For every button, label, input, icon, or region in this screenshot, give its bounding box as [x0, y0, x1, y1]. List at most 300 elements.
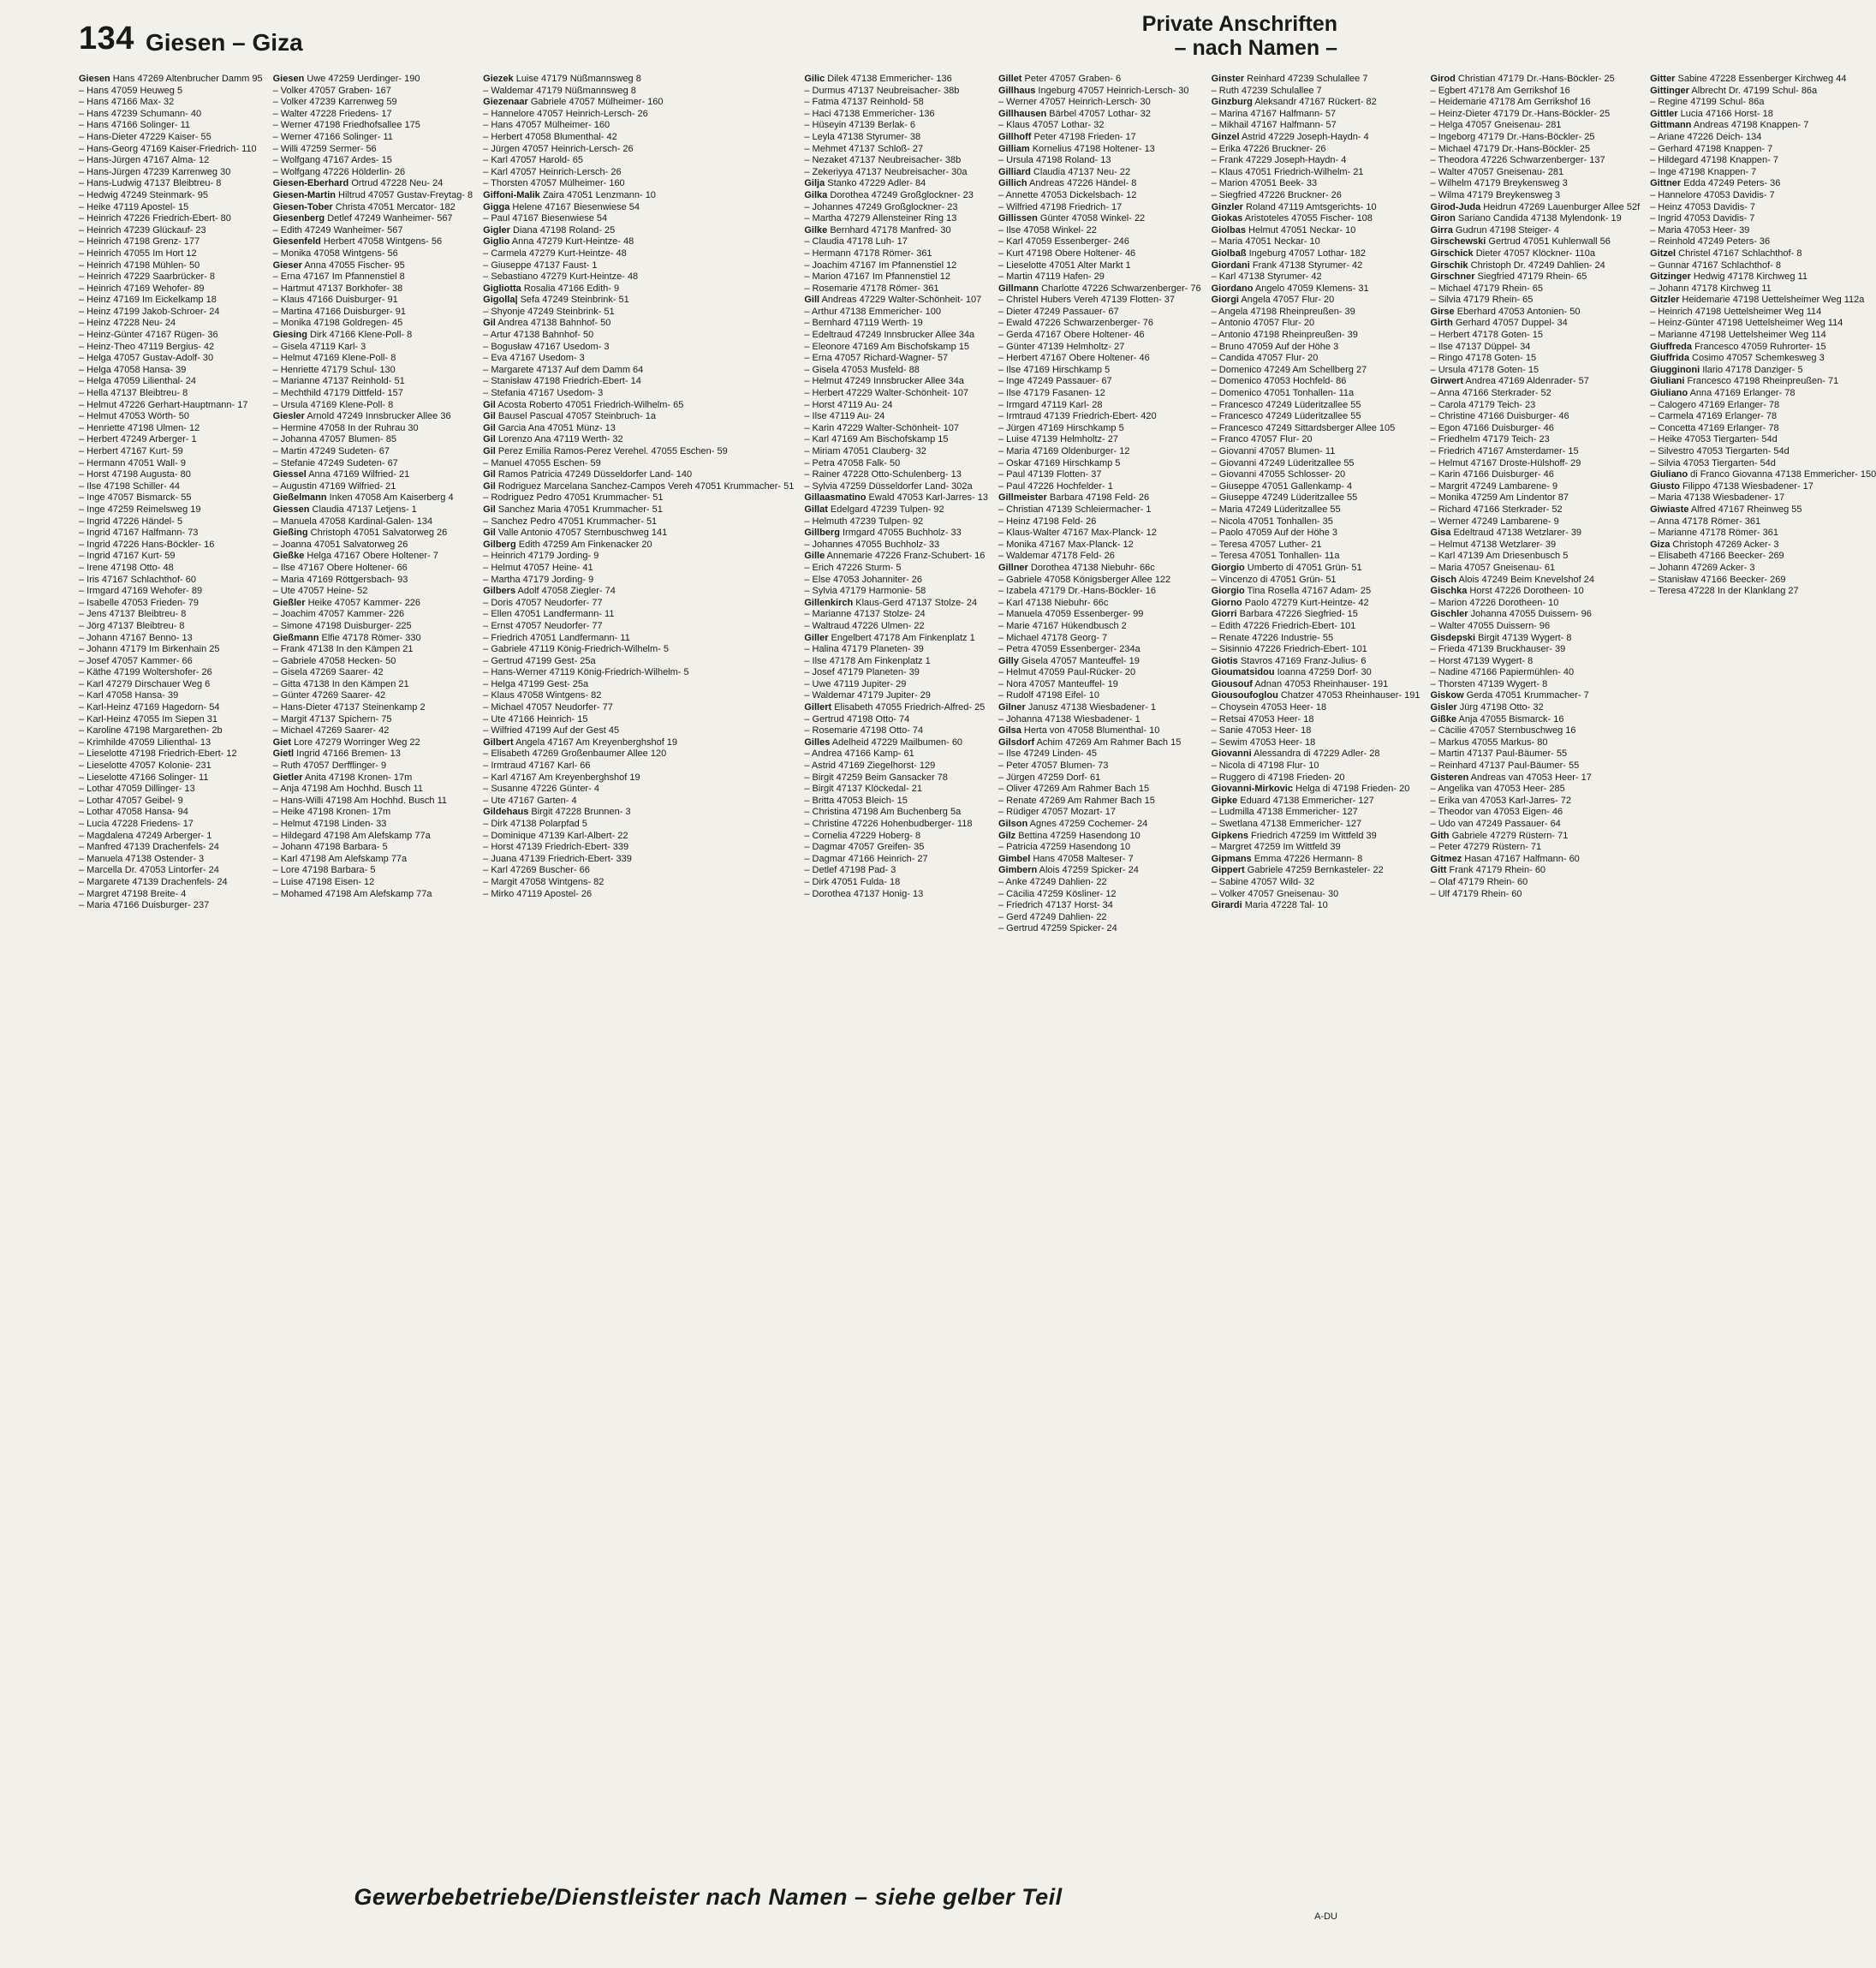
- directory-entry: – Jürgen 47057 Heinrich-Lersch- 26: [483, 143, 634, 154]
- directory-entry: – Herbert 47249 Arberger- 1: [79, 434, 197, 445]
- directory-entry: – Margarete 47137 Auf dem Damm 64: [483, 364, 644, 375]
- directory-entry: – Maria 47057 Gneisenau- 61: [1430, 562, 1556, 573]
- directory-entry: – Günter 47269 Saarer- 42: [272, 690, 386, 701]
- directory-entry: Giorno Paolo 47279 Kurt-Heintze- 42: [1211, 597, 1369, 608]
- directory-entry: – Marianne 47137 Reinhold- 51: [272, 376, 405, 387]
- directory-entry: – Markus 47055 Markus- 80: [1430, 737, 1548, 748]
- directory-entry: – Francesco 47249 Lüderitzallee 55: [1211, 411, 1361, 422]
- directory-entry: – Helga 47057 Gustav-Adolf- 30: [79, 353, 214, 364]
- directory-entry: – Karl 47057 Heinrich-Lersch- 26: [483, 166, 622, 177]
- directory-entry: – Wolfgang 47167 Ardes- 15: [272, 155, 392, 166]
- directory-entry: Giet Lore 47279 Worringer Weg 22: [272, 737, 420, 748]
- directory-entry: – Ingrid 47053 Davidis- 7: [1650, 213, 1755, 224]
- directory-entry: – Hans-Jürgen 47239 Karrenweg 30: [79, 166, 231, 177]
- directory-entry: – Karl 47279 Dirschauer Weg 6: [79, 678, 211, 689]
- directory-entry: Gischler Johanna 47055 Duissern- 96: [1430, 609, 1592, 620]
- directory-entry: Gil Lorenzo Ana 47119 Werth- 32: [483, 434, 623, 445]
- directory-entry: – Michael 47179 Dr.-Hans-Böckler- 25: [1430, 143, 1591, 154]
- directory-entry: – Joachim 47167 Im Pfannenstiel 12: [804, 259, 957, 271]
- directory-entry: – Karl 47198 Am Alefskamp 77a: [272, 853, 408, 864]
- directory-entry: – Marcella Dr. 47053 Lintorfer- 24: [79, 865, 219, 876]
- directory-entry: Gilja Stanko 47229 Adler- 84: [804, 178, 926, 189]
- directory-entry: – Sewim 47053 Heer- 18: [1211, 737, 1316, 748]
- directory-entry: – Martha 47179 Jording- 9: [483, 574, 594, 585]
- directory-entry: – Thorsten 47057 Mülheimer- 160: [483, 178, 625, 189]
- directory-entry: Gilly Gisela 47057 Manteuffel- 19: [998, 655, 1140, 666]
- directory-entry: Giordano Angelo 47059 Klemens- 31: [1211, 283, 1369, 294]
- directory-entry: – Bernhard 47119 Werth- 19: [804, 318, 923, 329]
- directory-entry: Ginzburg Aleksandr 47167 Rückert- 82: [1211, 97, 1377, 108]
- directory-entry: – Josef 47057 Kammer- 66: [79, 655, 193, 666]
- directory-entry: Gil Acosta Roberto 47051 Friedrich-Wilhelm- 65: [483, 399, 684, 410]
- directory-entry: – Stefania 47167 Usedom- 3: [483, 388, 604, 399]
- directory-entry: – Hans 47166 Solinger- 11: [79, 120, 191, 131]
- directory-entry: – Gisela 47269 Saarer- 42: [272, 667, 384, 678]
- directory-entry: – Egbert 47178 Am Gerrikshof 16: [1430, 85, 1570, 96]
- directory-entry: – Johannes 47249 Großglockner- 23: [804, 201, 958, 212]
- directory-entry: Girschewski Gertrud 47051 Kuhlenwall 56: [1430, 236, 1611, 247]
- directory-entry: Giskow Gerda 47051 Krummacher- 7: [1430, 690, 1589, 701]
- directory-entry: – Heinrich 47169 Wehofer- 89: [79, 283, 205, 294]
- directory-entry: – Karoline 47198 Margarethen- 2b: [79, 725, 223, 737]
- directory-entry: Giesen Hans 47269 Altenbrucher Damm 95: [79, 74, 263, 84]
- directory-entry: – Karl 47167 Am Kreyenberghshof 19: [483, 772, 640, 783]
- directory-entry: Gilka Dorothea 47249 Großglockner- 23: [804, 189, 974, 200]
- directory-entry: – Wolfgang 47226 Hölderlin- 26: [272, 166, 406, 177]
- directory-entry: – Helmut 47249 Innsbrucker Allee 34a: [804, 376, 964, 387]
- directory-entry: – Choysein 47053 Heer- 18: [1211, 702, 1327, 713]
- directory-entry: – Gerhard 47198 Knappen- 7: [1650, 143, 1773, 154]
- directory-entry: – Gisela 47119 Karl- 3: [272, 341, 366, 352]
- directory-entry: Gipke Eduard 47138 Emmericher- 127: [1211, 795, 1374, 806]
- directory-entry: – Calogero 47169 Erlanger- 78: [1650, 399, 1780, 410]
- directory-column: [273, 74, 473, 1879]
- directory-entry: – Ilse 47178 Am Finkenplatz 1: [804, 655, 931, 666]
- directory-entry: – Rodriguez Pedro 47051 Krummacher- 51: [483, 492, 664, 504]
- directory-entry: Giokas Aristoteles 47055 Fischer- 108: [1211, 213, 1373, 224]
- directory-entry: Giezenaar Gabriele 47057 Mülheimer- 160: [483, 97, 664, 108]
- directory-entry: – Giuseppe 47137 Faust- 1: [483, 259, 598, 271]
- directory-entry: – Johannes 47055 Buchholz- 33: [804, 539, 940, 550]
- directory-entry: – Paolo 47059 Auf der Höhe 3: [1211, 528, 1337, 539]
- directory-entry: – Heinrich 47055 Im Hort 12: [79, 247, 197, 259]
- directory-entry: Gilbers Adolf 47058 Ziegler- 74: [483, 586, 616, 597]
- page-footer: [79, 1884, 1337, 1927]
- directory-entry: – Antonio 47198 Rheinpreußen- 39: [1211, 330, 1358, 341]
- directory-entry: – Carola 47179 Teich- 23: [1430, 399, 1536, 410]
- directory-entry: – Ilse 47249 Linden- 45: [998, 748, 1097, 760]
- directory-entry: – Jens 47137 Bleibtreu- 8: [79, 609, 187, 620]
- directory-entry: – Maria 47053 Heer- 39: [1650, 224, 1750, 236]
- directory-entry: – Waldemar 47179 Nüßmannsweg 8: [483, 85, 636, 96]
- directory-entry: – Arthur 47138 Emmericher- 100: [804, 306, 941, 317]
- directory-entry: Girod Christian 47179 Dr.-Hans-Böckler- 25: [1430, 74, 1615, 84]
- directory-entry: – Friedrich 47051 Landfermann- 11: [483, 632, 630, 643]
- directory-entry: – Ute 47167 Garten- 4: [483, 795, 577, 806]
- directory-entry: – Marianne 47198 Uettelsheimer Weg 114: [1650, 330, 1826, 341]
- directory-entry: – Johann 47179 Im Birkenhain 25: [79, 644, 220, 655]
- directory-entry: Girschik Christoph Dr. 47249 Dahlien- 24: [1430, 259, 1605, 271]
- directory-entry: Gittmann Andreas 47198 Knappen- 7: [1650, 120, 1809, 131]
- directory-entry: – Wilhelm 47179 Breykensweg 3: [1430, 178, 1568, 189]
- directory-entry: – Heinz-Theo 47119 Bergius- 42: [79, 341, 215, 352]
- directory-entry: – Margret 47259 Im Wittfeld 39: [1211, 842, 1341, 853]
- directory-entry: Giovanni Alessandra di 47229 Adler- 28: [1211, 748, 1380, 760]
- directory-entry: Giuffreda Francesco 47059 Ruhrorter- 15: [1650, 341, 1826, 352]
- directory-entry: – Klaus 47058 Wintgens- 82: [483, 690, 602, 701]
- directory-entry: Giovanni-Mirkovic Helga di 47198 Frieden- 20: [1211, 784, 1410, 795]
- directory-entry: – Christina 47198 Am Buchenberg 5a: [804, 807, 962, 818]
- directory-entry: – Ringo 47178 Goten- 15: [1430, 353, 1537, 364]
- directory-entry: – Lore 47198 Barbara- 5: [272, 865, 376, 876]
- directory-entry: – Ingrid 47226 Händel- 5: [79, 516, 183, 527]
- directory-entry: – Franco 47057 Flur- 20: [1211, 434, 1313, 445]
- directory-entry: – Gertrud 47198 Otto- 74: [804, 713, 910, 725]
- directory-entry: Girardi Maria 47228 Tal- 10: [1211, 900, 1328, 911]
- directory-entry: – Paul 47167 Biesenwiese 54: [483, 213, 608, 224]
- directory-entry: – Anke 47249 Dahlien- 22: [998, 876, 1107, 887]
- directory-entry: Giorgi Angela 47057 Flur- 20: [1211, 295, 1335, 306]
- directory-entry: Gilsdorf Achim 47269 Am Rahmer Bach 15: [998, 737, 1182, 748]
- directory-entry: Gisler Jürg 47198 Otto- 32: [1430, 702, 1544, 713]
- directory-entry: – Joachim 47057 Kammer- 226: [272, 609, 405, 620]
- directory-entry: – Martin 47137 Paul-Bäumer- 55: [1430, 748, 1568, 760]
- directory-entry: Giesen Uwe 47259 Uerdinger- 190: [272, 74, 420, 84]
- directory-entry: Gith Gabriele 47279 Rüstern- 71: [1430, 830, 1569, 841]
- directory-entry: – Inge 47198 Knappen- 7: [1650, 166, 1757, 177]
- directory-entry: Gipkens Friedrich 47259 Im Wittfeld 39: [1211, 830, 1377, 841]
- directory-entry: – Ute 47057 Heine- 52: [272, 586, 368, 597]
- directory-entry: Gisdepski Birgit 47139 Wygert- 8: [1430, 632, 1572, 643]
- directory-entry: Giesenberg Detlef 47249 Wanheimer- 567: [272, 213, 453, 224]
- directory-entry: – Ursula 47198 Roland- 13: [998, 155, 1111, 166]
- directory-entry: – Irmgard 47169 Wehofer- 89: [79, 586, 203, 597]
- directory-entry: – Krimhilde 47059 Lilienthal- 13: [79, 737, 211, 748]
- directory-entry: – Stanisław 47166 Beecker- 269: [1650, 574, 1786, 585]
- directory-entry: Gittinger Albrecht Dr. 47199 Schul- 86a: [1650, 85, 1818, 96]
- directory-entry: – Augustin 47169 Wilfried- 21: [272, 480, 396, 492]
- directory-entry: – Jürgen 47169 Hirschkamp 5: [998, 422, 1124, 433]
- directory-entry: Gisteren Andreas van 47053 Heer- 17: [1430, 772, 1592, 783]
- directory-entry: – Marianne 47178 Römer- 361: [1650, 528, 1778, 539]
- directory-entry: – Elisabeth 47166 Beecker- 269: [1650, 551, 1784, 562]
- directory-entry: Giolbas Helmut 47051 Neckar- 10: [1211, 224, 1356, 236]
- directory-entry: – Ellen 47051 Landfermann- 11: [483, 609, 615, 620]
- directory-entry: Gittner Edda 47249 Peters- 36: [1650, 178, 1781, 189]
- directory-entry: Gil Ramos Patricia 47249 Düsseldorfer Land- 140: [483, 469, 693, 480]
- directory-entry: – Lieselotte 47166 Solinger- 11: [79, 772, 209, 783]
- directory-entry: – Horst 47119 Au- 24: [804, 399, 893, 410]
- directory-entry: – Irmtraud 47167 Karl- 66: [483, 760, 591, 772]
- directory-entry: – Helmut 47169 Klene-Poll- 8: [272, 353, 396, 364]
- directory-entry: Gilic Dilek 47138 Emmericher- 136: [804, 74, 952, 84]
- directory-entry: – Helmut 47167 Droste-Hülshoff- 29: [1430, 457, 1581, 468]
- directory-entry: – Hildegard 47198 Knappen- 7: [1650, 155, 1778, 166]
- directory-entry: – Hans-Ludwig 47137 Bleibtreu- 8: [79, 178, 222, 189]
- directory-entry: – Walter 47057 Gneisenau- 281: [1430, 166, 1564, 177]
- directory-entry: – Heike 47119 Apostel- 15: [79, 201, 189, 212]
- directory-entry: – Eva 47167 Usedom- 3: [483, 353, 585, 364]
- directory-entry: Gil Bausel Pascual 47057 Steinbruch- 1a: [483, 411, 656, 422]
- directory-entry: – Maria 47166 Duisburger- 237: [79, 900, 210, 911]
- directory-entry: Giron Sariano Candida 47138 Mylendonk- 19: [1430, 213, 1622, 224]
- directory-entry: Giordani Frank 47138 Styrumer- 42: [1211, 259, 1363, 271]
- directory-entry: Gill Andreas 47229 Walter-Schönheit- 107: [804, 295, 982, 306]
- directory-entry: – Rudolf 47198 Eifel- 10: [998, 690, 1099, 701]
- directory-entry: – Regine 47199 Schul- 86a: [1650, 97, 1765, 108]
- directory-column: [1431, 74, 1641, 1879]
- directory-entry: – Hans-Werner 47119 König-Friedrich-Wilhelm- 5: [483, 667, 689, 678]
- directory-entry: – Hermann 47051 Wall- 9: [79, 457, 186, 468]
- directory-entry: – Karl-Heinz 47055 Im Siepen 31: [79, 713, 218, 725]
- directory-entry: – Karl 47059 Essenberger- 246: [998, 236, 1129, 247]
- directory-entry: – Volker 47057 Graben- 167: [272, 85, 391, 96]
- directory-entry: Giffoni-Malik Zaira 47051 Lenzmann- 10: [483, 189, 656, 200]
- directory-entry: – Sebastiano 47279 Kurt-Heintze- 48: [483, 271, 639, 283]
- directory-entry: – Marion 47051 Beek- 33: [1211, 178, 1318, 189]
- directory-entry: – Friedrich 47167 Amsterdamer- 15: [1430, 446, 1579, 456]
- directory-entry: – Erika van 47053 Karl-Jarres- 72: [1430, 795, 1571, 806]
- directory-entry: – Bogusław 47167 Usedom- 3: [483, 341, 610, 352]
- directory-entry: – Hans-Dieter 47229 Kaiser- 55: [79, 131, 211, 142]
- directory-entry: – Jörg 47137 Bleibtreu- 8: [79, 620, 185, 631]
- directory-entry: – Hedwig 47249 Steinmark- 95: [79, 189, 209, 200]
- directory-entry: Gilbert Angela 47167 Am Kreyenberghshof 19: [483, 737, 678, 748]
- directory-entry: Gilner Janusz 47138 Wiesbadener- 1: [998, 702, 1157, 713]
- directory-entry: Gillenkirch Klaus-Gerd 47137 Stolze- 24: [804, 597, 978, 608]
- directory-entry: – Marianne 47137 Stolze- 24: [804, 609, 926, 620]
- directory-entry: – Helmut 47053 Wörth- 50: [79, 411, 190, 422]
- directory-entry: – Hüseyin 47139 Berlak- 6: [804, 120, 915, 131]
- directory-entry: Gisa Edeltraud 47138 Wetzlarer- 39: [1430, 528, 1582, 539]
- directory-entry: Giuliano Anna 47169 Erlanger- 78: [1650, 388, 1796, 399]
- directory-entry: – Werner 47249 Lambarene- 9: [1430, 516, 1559, 527]
- directory-entry: – Edith 47249 Wanheimer- 567: [272, 224, 403, 236]
- directory-entry: – Eleonore 47169 Am Bischofskamp 15: [804, 341, 969, 352]
- directory-entry: – Fatma 47137 Reinhold- 58: [804, 97, 924, 108]
- directory-entry: Giousouf Adnan 47053 Rheinhauser- 191: [1211, 678, 1389, 689]
- directory-entry: – Ilse 47167 Obere Holtener- 66: [272, 562, 408, 573]
- directory-entry: – Hans-Dieter 47137 Steinenkamp 2: [272, 702, 426, 713]
- directory-entry: – Helga 47059 Lilienthal- 24: [79, 376, 196, 387]
- directory-entry: – Irmgard 47119 Karl- 28: [998, 399, 1103, 410]
- directory-entry: – Francesco 47249 Lüderitzallee 55: [1211, 399, 1361, 410]
- directory-entry: – Oliver 47269 Am Rahmer Bach 15: [998, 784, 1150, 795]
- directory-entry: – Werner 47198 Friedhofsallee 175: [272, 120, 420, 131]
- directory-entry: Gioumatsidou Ioanna 47259 Dorf- 30: [1211, 667, 1372, 678]
- directory-entry: – Horst 47139 Wygert- 8: [1430, 655, 1534, 666]
- directory-entry: – Monika 47058 Wintgens- 56: [272, 247, 398, 259]
- directory-column: [79, 74, 263, 1879]
- directory-entry: – Ingrid 47226 Hans-Böckler- 16: [79, 539, 215, 550]
- directory-entry: – Heinrich 47198 Grenz- 177: [79, 236, 200, 247]
- directory-entry: – Hans 47057 Mülheimer- 160: [483, 120, 610, 131]
- directory-entry: – Herbert 47178 Goten- 15: [1430, 330, 1544, 341]
- directory-column: [1212, 74, 1420, 1879]
- directory-entry: – Teresa 47057 Luther- 21: [1211, 539, 1322, 550]
- directory-entry: Giusto Filippo 47138 Wiesbadener- 17: [1650, 480, 1813, 492]
- directory-entry: Gillhausen Bärbel 47057 Lothar- 32: [998, 108, 1151, 119]
- directory-entry: – Helmut 47059 Paul-Rücker- 20: [998, 667, 1136, 678]
- directory-entry: – Petra 47059 Essenberger- 234a: [998, 644, 1140, 655]
- directory-entry: – Dominique 47139 Karl-Albert- 22: [483, 830, 628, 841]
- page-header: [79, 12, 1337, 69]
- directory-entry: – Martin 47249 Sudeten- 67: [272, 446, 390, 456]
- directory-entry: – Richard 47166 Sterkrader- 52: [1430, 504, 1563, 515]
- directory-entry: – Erna 47057 Richard-Wagner- 57: [804, 353, 949, 364]
- directory-entry: Gilke Bernhard 47178 Manfred- 30: [804, 224, 951, 236]
- directory-entry: – Anna 47166 Sterkrader- 52: [1430, 388, 1551, 399]
- directory-entry: – Heinz-Dieter 47179 Dr.-Hans-Böckler- 25: [1430, 108, 1611, 119]
- directory-entry: – Leyla 47138 Styrumer- 38: [804, 131, 921, 142]
- directory-entry: Gillmann Charlotte 47226 Schwarzenberger- 76: [998, 283, 1201, 294]
- directory-entry: – Angela 47198 Rheinpreußen- 39: [1211, 306, 1355, 317]
- directory-entry: – Gabriele 47119 König-Friedrich-Wilhelm- 5: [483, 644, 670, 655]
- directory-entry: Gießke Helga 47167 Obere Holtener- 7: [272, 551, 438, 562]
- directory-entry: – Ingrid 47167 Kurt- 59: [79, 551, 176, 562]
- directory-entry: – Miriam 47051 Clauberg- 32: [804, 446, 926, 456]
- directory-entry: Gischka Horst 47226 Dorotheen- 10: [1430, 586, 1584, 597]
- directory-entry: – Michael 47269 Saarer- 42: [272, 725, 390, 737]
- directory-entry: Giza Christoph 47269 Acker- 3: [1650, 539, 1779, 550]
- directory-entry: – Heinz-Günter 47167 Rügen- 36: [79, 330, 218, 341]
- directory-entry: – Hella 47137 Bleibtreu- 8: [79, 388, 188, 399]
- directory-entry: – Claudia 47178 Luh- 17: [804, 236, 908, 247]
- directory-entry: Gilson Agnes 47259 Cochemer- 24: [998, 819, 1148, 829]
- directory-entry: – Sanie 47053 Heer- 18: [1211, 725, 1312, 737]
- directory-entry: – Paul 47226 Hochfelder- 1: [998, 480, 1113, 492]
- directory-entry: – Nicola di 47198 Flur- 10: [1211, 760, 1319, 772]
- directory-entry: – Klaus 47057 Lothar- 32: [998, 120, 1105, 131]
- directory-entry: – Manuela 47138 Ostender- 3: [79, 853, 205, 864]
- directory-entry: – Heinrich 47198 Uettelsheimer Weg 114: [1650, 306, 1822, 317]
- directory-entry: – Heinrich 47229 Saarbrücker- 8: [79, 271, 215, 283]
- directory-entry: – Iris 47167 Schlachthof- 60: [79, 574, 196, 585]
- directory-entry: – Domenico 47053 Hochfeld- 86: [1211, 376, 1347, 387]
- directory-entry: – Walter 47055 Duissern- 96: [1430, 620, 1551, 631]
- directory-entry: Gillhoff Peter 47198 Frieden- 17: [998, 131, 1136, 142]
- directory-entry: – Heinz 47053 Davidis- 7: [1650, 201, 1756, 212]
- directory-entry: – Mikhail 47167 Halfmann- 57: [1211, 120, 1337, 131]
- directory-entry: – Frank 47138 In den Kämpen 21: [272, 644, 414, 655]
- directory-entry: – Carmela 47169 Erlanger- 78: [1650, 411, 1778, 422]
- directory-entry: – Monika 47259 Am Lindentor 87: [1430, 492, 1569, 504]
- directory-entry: – Ursula 47178 Goten- 15: [1430, 364, 1540, 375]
- directory-entry: Giorgio Umberto di 47051 Grün- 51: [1211, 562, 1362, 573]
- directory-entry: – Marion 47226 Dorotheen- 10: [1430, 597, 1559, 608]
- directory-entry: – Hans-Georg 47169 Kaiser-Friedrich- 110: [79, 143, 257, 154]
- directory-entry: – Johanna 47138 Wiesbadener- 1: [998, 713, 1140, 725]
- directory-entry: – Egon 47166 Duisburger- 46: [1430, 422, 1554, 433]
- directory-entry: Girschner Siegfried 47179 Rhein- 65: [1430, 271, 1587, 283]
- directory-entry: – Rosemarie 47198 Otto- 74: [804, 725, 924, 737]
- directory-entry: – Marie 47167 Hükendbusch 2: [998, 620, 1127, 631]
- directory-entry: Girod-Juda Heidrun 47269 Lauenburger Allee 52f: [1430, 201, 1641, 212]
- directory-entry: – Willi 47259 Sermer- 56: [272, 143, 377, 154]
- directory-entry: Girra Gudrun 47198 Steiger- 4: [1430, 224, 1559, 236]
- directory-entry: Gillaasmatino Ewald 47053 Karl-Jarres- 13: [804, 492, 988, 504]
- directory-entry: – Teresa 47228 In der Klanklang 27: [1650, 586, 1799, 597]
- directory-entry: – Joanna 47051 Salvatorweg 26: [272, 539, 408, 550]
- directory-entry: – Renate 47226 Industrie- 55: [1211, 632, 1334, 643]
- directory-entry: – Domenico 47051 Tonhallen- 11a: [1211, 388, 1355, 399]
- directory-entry: Gitzler Heidemarie 47198 Uettelsheimer Weg 112a: [1650, 295, 1865, 306]
- directory-entry: – Lothar 47058 Hansa- 94: [79, 807, 188, 818]
- directory-entry: – Horst 47139 Friedrich-Ebert- 339: [483, 842, 629, 853]
- directory-entry: – Stanisław 47198 Friedrich-Ebert- 14: [483, 376, 641, 387]
- directory-entry: – Uwe 47119 Jupiter- 29: [804, 678, 907, 689]
- directory-entry: – Karl-Heinz 47169 Hagedorn- 54: [79, 702, 220, 713]
- directory-entry: – Gerda 47167 Obere Holtener- 46: [998, 330, 1145, 341]
- directory-entry: – Ruth 47239 Schulallee 7: [1211, 85, 1322, 96]
- directory-entry: – Petra 47058 Falk- 50: [804, 457, 901, 468]
- directory-entry: Gil Valle Antonio 47057 Sternbuschweg 141: [483, 528, 668, 539]
- directory-entry: – Luise 47198 Eisen- 12: [272, 876, 375, 887]
- directory-entry: – Renate 47269 Am Rahmer Bach 15: [998, 795, 1155, 806]
- directory-entry: – Mirko 47119 Apostel- 26: [483, 888, 593, 899]
- directory-entry: – Ariane 47226 Deich- 134: [1650, 131, 1762, 142]
- directory-entry: – Karl 47057 Harold- 65: [483, 155, 583, 166]
- directory-entry: – Ernst 47057 Neudorfer- 77: [483, 620, 603, 631]
- directory-entry: Giotis Stavros 47169 Franz-Julius- 6: [1211, 655, 1367, 666]
- directory-entry: Giesen-Martin Hiltrud 47057 Gustav-Freytag- 8: [272, 189, 473, 200]
- directory-entry: – Heinz 47228 Neu- 24: [79, 318, 176, 329]
- directory-entry: Gil Perez Emilia Ramos-Perez Verehel. 47055 Eschen- 59: [483, 446, 728, 456]
- directory-entry: Gillert Elisabeth 47055 Friedrich-Alfred- 25: [804, 702, 986, 713]
- directory-entry: – Dirk 47051 Fulda- 18: [804, 876, 901, 887]
- directory-column: [804, 74, 988, 1879]
- directory-entry: Gimbel Hans 47058 Malteser- 7: [998, 853, 1134, 864]
- directory-entry: – Erika 47226 Bruckner- 26: [1211, 143, 1326, 154]
- directory-entry: – Sisinnio 47226 Friedrich-Ebert- 101: [1211, 644, 1367, 655]
- directory-entry: Gimbern Alois 47259 Spicker- 24: [998, 865, 1139, 876]
- directory-entry: – Klaus 47166 Duisburger- 91: [272, 295, 398, 306]
- page-number: 134: [79, 21, 134, 57]
- directory-entry: – Halina 47179 Planeten- 39: [804, 644, 924, 655]
- directory-entry: – Johanna 47057 Blumen- 85: [272, 434, 396, 445]
- directory-entry: – Giovanni 47055 Schlosser- 20: [1211, 469, 1346, 480]
- directory-entry: – Inge 47249 Passauer- 67: [998, 376, 1112, 387]
- directory-entry: – Manfred 47139 Drachenfels- 24: [79, 842, 219, 853]
- directory-entry: – Karl 47269 Buscher- 66: [483, 865, 590, 876]
- directory-entry: – Mohamed 47198 Am Alefskamp 77a: [272, 888, 432, 899]
- directory-entry: – Helga 47199 Gest- 25a: [483, 678, 589, 689]
- directory-entry: – Teresa 47051 Tonhallen- 11a: [1211, 551, 1340, 562]
- directory-entry: – Lieselotte 47057 Kolonie- 231: [79, 760, 211, 772]
- directory-entry: – Christian 47139 Schleiermacher- 1: [998, 504, 1152, 515]
- directory-entry: – Frank 47229 Joseph-Haydn- 4: [1211, 155, 1347, 166]
- directory-entry: Giesen-Eberhard Ortrud 47228 Neu- 24: [272, 178, 444, 189]
- directory-entry: – Carmela 47279 Kurt-Heintze- 48: [483, 247, 627, 259]
- directory-entry: – Ulf 47179 Rhein- 60: [1430, 888, 1522, 899]
- directory-entry: Gillat Edelgard 47239 Tulpen- 92: [804, 504, 944, 515]
- directory-entry: – Margarete 47139 Drachenfels- 24: [79, 876, 228, 887]
- directory-entry: Gitter Sabine 47228 Essenberger Kirchweg 44: [1650, 74, 1847, 84]
- directory-entry: Girschick Dieter 47057 Klöckner- 110a: [1430, 247, 1595, 259]
- directory-entry: – Herbert 47058 Blumenthal- 42: [483, 131, 617, 142]
- directory-entry: – Ruth 47057 Derfflinger- 9: [272, 760, 387, 772]
- directory-entry: – Helmut 47138 Wetzlarer- 39: [1430, 539, 1557, 550]
- directory-entry: Giezek Luise 47179 Nüßmannsweg 8: [483, 74, 641, 84]
- directory-entry: – Hannelore 47057 Heinrich-Lersch- 26: [483, 108, 648, 119]
- directory-entry: Girse Eberhard 47053 Antonien- 50: [1430, 306, 1581, 317]
- directory-entry: Gitt Frank 47179 Rhein- 60: [1430, 865, 1546, 876]
- directory-entry: – Heike 47198 Kronen- 17m: [272, 807, 391, 818]
- directory-entry: – Heinrich 47226 Friedrich-Ebert- 80: [79, 213, 231, 224]
- directory-columns: [79, 74, 1876, 1879]
- directory-entry: – Isabelle 47053 Frieden- 79: [79, 597, 200, 608]
- directory-entry: – Swetlana 47138 Emmericher- 127: [1211, 819, 1362, 829]
